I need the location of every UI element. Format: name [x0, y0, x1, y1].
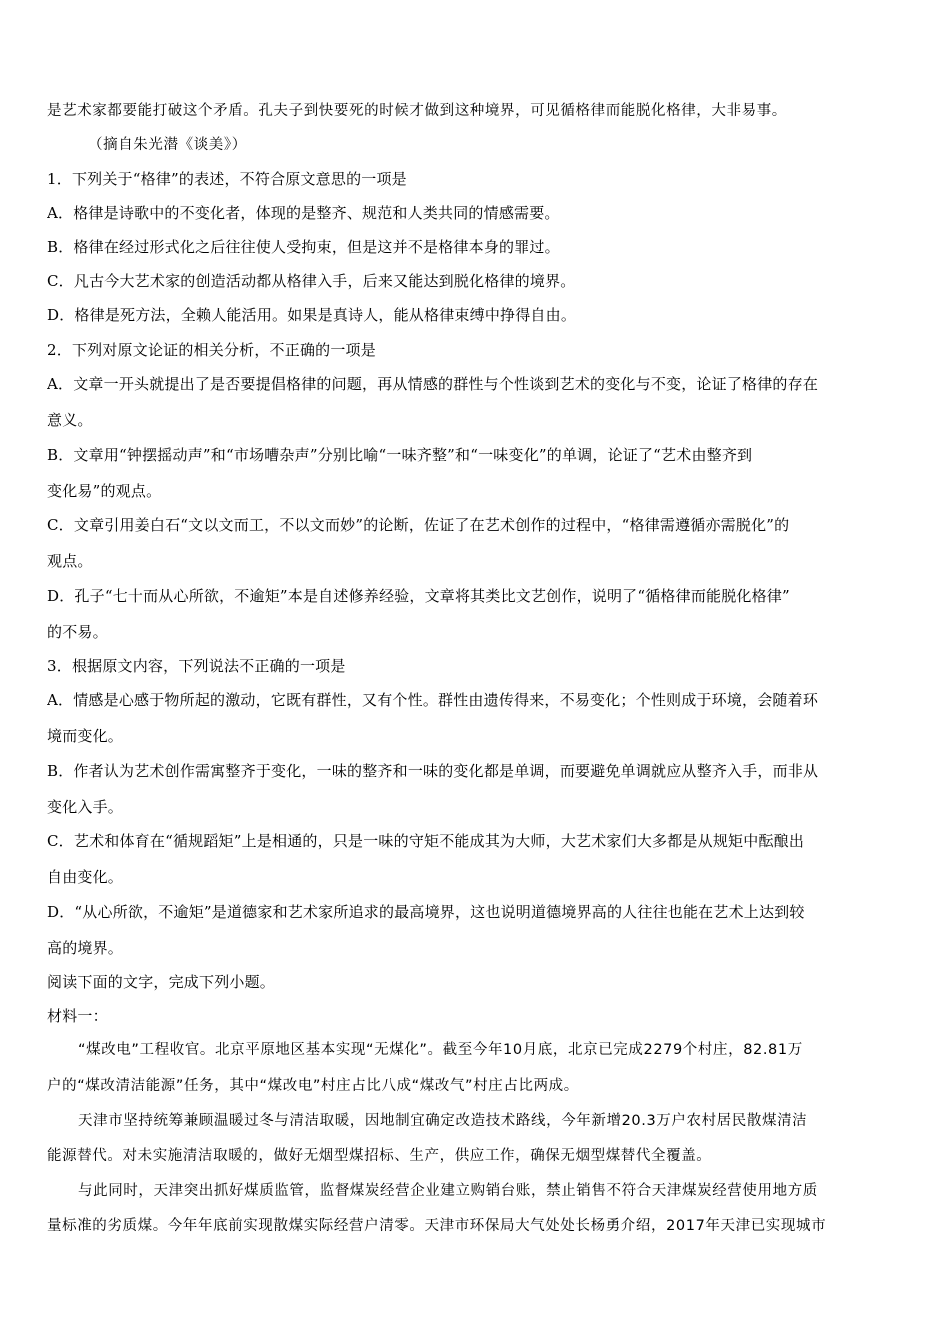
passage-source: （摘自朱光潜《谈美》）	[88, 137, 247, 153]
question-3-option-d-line2: 高的境界。	[47, 939, 124, 957]
material-paragraph-2-line1: 天津市坚持统筹兼顾温暖过冬与清洁取暖，因地制宜确定改造技术路线，今年新增20.3万户农村居民散煤清洁	[78, 1113, 808, 1129]
question-1-option-b: B．格律在经过形式化之后往往使人受拘束，但是这并不是格律本身的罪过。	[47, 238, 560, 256]
question-3-option-a-line2: 境而变化。	[47, 727, 124, 745]
question-2-option-b-line1: B．文章用“钟摆摇动声”和“市场嘈杂声”分别比喻“一味齐整”和“一味变化”的单调，论证了“艺术由整齐到	[47, 446, 753, 464]
question-3-option-c-line2: 自由变化。	[47, 868, 124, 886]
question-3-option-c-line1: C．艺术和体育在“循规蹈矩”上是相通的，只是一味的守矩不能成其为大师，大艺术家们大多都是从规矩中酝酿出	[47, 832, 805, 850]
question-1-stem: 1．下列关于“格律”的表述，不符合原文意思的一项是	[47, 170, 407, 188]
question-1-option-a: A．格律是诗歌中的不变化者，体现的是整齐、规范和人类共同的情感需要。	[47, 204, 560, 222]
question-2-option-a-line1: A．文章一开头就提出了是否要提倡格律的问题，再从情感的群性与个性谈到艺术的变化与不变，论证了格律的存在	[47, 375, 819, 393]
material-paragraph-3-line1: 与此同时，天津突出抓好煤质监管，监督煤炭经营企业建立购销台账，禁止销售不符合天津煤炭经营使用地方质	[78, 1183, 818, 1199]
material-label: 材料一：	[47, 1007, 108, 1025]
question-1-option-c: C．凡古今大艺术家的创造活动都从格律入手，后来又能达到脱化格律的境界。	[47, 272, 576, 290]
question-1-option-d: D．格律是死方法，全赖人能活用。如果是真诗人，能从格律束缚中挣得自由。	[47, 306, 577, 324]
question-3-option-d-line1: D．“从心所欲，不逾矩”是道德家和艺术家所追求的最高境界，这也说明道德境界高的人往往也能在艺术上达到较	[47, 903, 805, 921]
material-paragraph-1-line1: “煤改电”工程收官。北京平原地区基本实现“无煤化”。截至今年10月底，北京已完成2279个村庄，82.81万	[78, 1042, 803, 1058]
question-2-option-c-line2: 观点。	[47, 552, 93, 570]
question-2-option-a-line2: 意义。	[47, 411, 93, 429]
question-3-option-b-line1: B．作者认为艺术创作需寓整齐于变化，一味的整齐和一味的变化都是单调，而要避免单调就应从整齐入手，而非从	[47, 762, 819, 780]
reading-instruction: 阅读下面的文字，完成下列小题。	[47, 973, 276, 991]
question-2-option-c-line1: C．文章引用姜白石“文以文而工，不以文而妙”的论断，佐证了在艺术创作的过程中，“格律需遵循亦需脱化”的	[47, 516, 790, 534]
material-paragraph-3-line2: 量标准的劣质煤。今年年底前实现散煤实际经营户清零。天津市环保局大气处处长杨勇介绍，2017年天津已实现城市	[47, 1218, 827, 1234]
material-paragraph-2-line2: 能源替代。对未实施清洁取暖的，做好无烟型煤招标、生产，供应工作，确保无烟型煤替代全覆盖。	[47, 1148, 712, 1164]
question-2-option-d-line1: D．孔子“七十而从心所欲，不逾矩”本是自述修养经验，文章将其类比文艺创作，说明了“循格律而能脱化格律”	[47, 587, 790, 605]
question-3-stem: 3．根据原文内容，下列说法不正确的一项是	[47, 657, 346, 675]
material-paragraph-1-line2: 户的“煤改清洁能源”任务，其中“煤改电”村庄占比八成“煤改气”村庄占比两成。	[47, 1078, 579, 1094]
question-2-option-d-line2: 的不易。	[47, 623, 108, 641]
question-2-option-b-line2: 变化易”的观点。	[47, 482, 162, 500]
question-2-stem: 2．下列对原文论证的相关分析，不正确的一项是	[47, 341, 376, 359]
question-3-option-a-line1: A．情感是心感于物所起的激动，它既有群性，又有个性。群性由遗传得来，不易变化；个性则成于环境，会随着环	[47, 691, 819, 709]
passage-end-line: 是艺术家都要能打破这个矛盾。孔夫子到快要死的时候才做到这种境界，可见循格律而能脱化格律，大非易事。	[47, 103, 787, 119]
question-3-option-b-line2: 变化入手。	[47, 798, 124, 816]
